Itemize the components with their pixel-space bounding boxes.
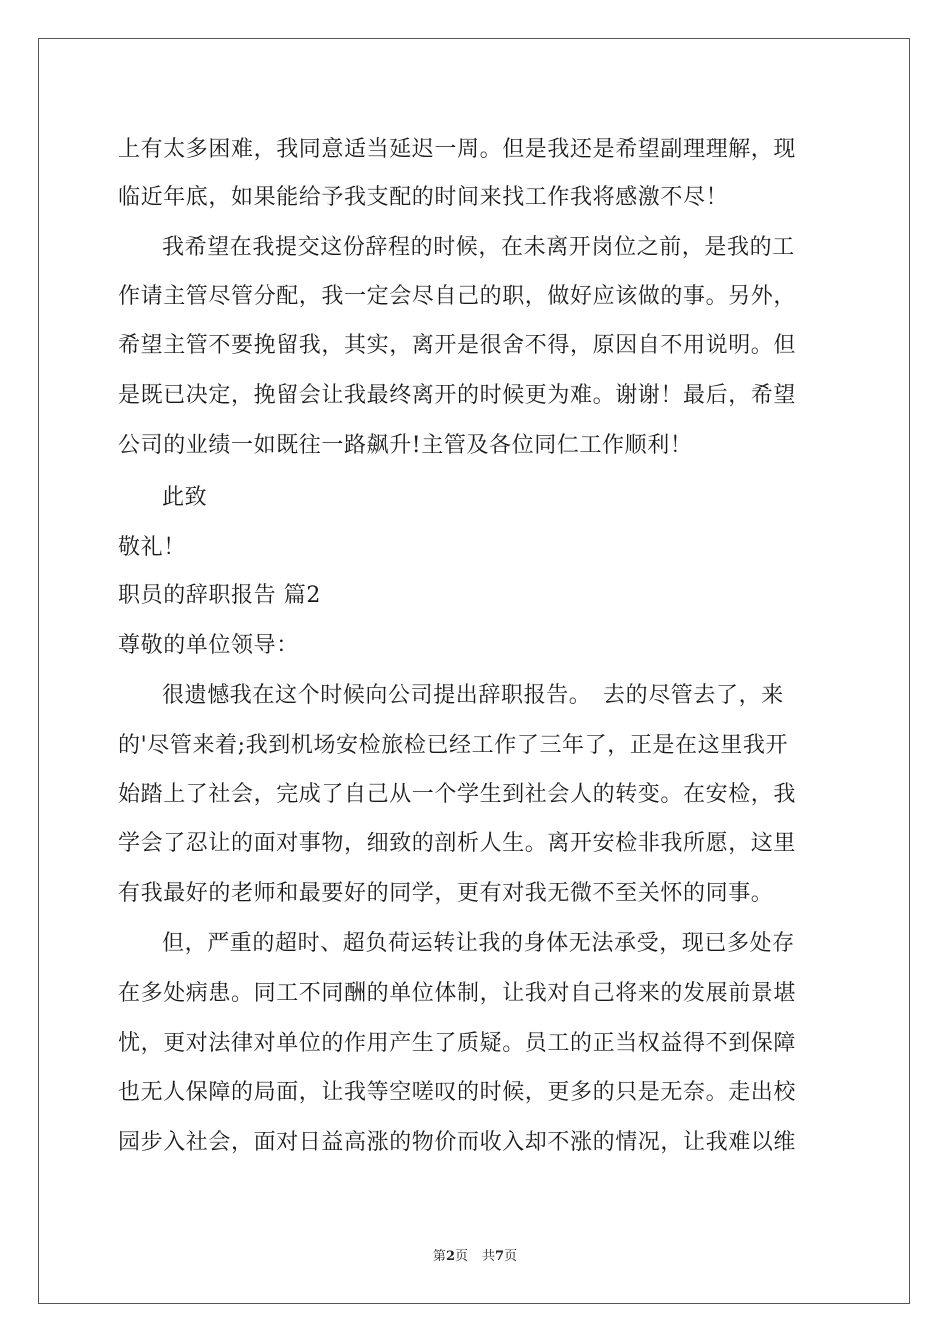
text-line: 但，严重的超时、超负荷运转让我的身体无法承受，现已多处存 xyxy=(162,931,795,956)
text-line: 公司的业绩一如既往一路飙升!主管及各位同仁工作顺利！ xyxy=(118,433,693,458)
text-line: 希望主管不要挽留我，其实，离开是很舍不得，原因自不用说明。但 xyxy=(118,333,797,358)
text-line: 作请主管尽管分配，我一定会尽自己的职，做好应该做的事。另外， xyxy=(118,284,797,309)
total-suffix: 页 xyxy=(504,1249,518,1264)
text-line: 也无人保障的局面，让我等空嗟叹的时候，更多的只是无奈。走出校 xyxy=(118,1080,797,1105)
total-prefix: 共 xyxy=(482,1249,496,1264)
text-line: 园步入社会，面对日益高涨的物价而收入却不涨的情况，让我难以维 xyxy=(118,1130,797,1155)
page-border xyxy=(38,38,910,1304)
closing-line: 此致 xyxy=(162,485,208,510)
text-line: 在多处病患。同工不同酬的单位体制，让我对自己将来的发展前景堪 xyxy=(118,981,797,1006)
text-line: 很遗憾我在这个时候向公司提出辞职报告。 去的尽管去了，来 xyxy=(162,683,784,708)
page-footer xyxy=(0,1245,950,1264)
text-line: 上有太多困难，我同意适当延迟一周。但是我还是希望副理理解，现 xyxy=(118,137,797,162)
greeting-line: 尊敬的单位领导： xyxy=(118,633,299,658)
total-page-number: 7 xyxy=(495,1249,505,1264)
salutation-line: 敬礼！ xyxy=(118,535,186,560)
text-line: 是既已决定，挽留会让我最终离开的时候更为难。谢谢！最后，希望 xyxy=(118,383,797,408)
text-line: 有我最好的老师和最要好的同学，更有对我无微不至关怀的同事。 xyxy=(118,881,774,906)
text-line: 始踏上了社会，完成了自己从一个学生到社会人的转变。在安检，我 xyxy=(118,782,797,807)
text-line: 学会了忍让的面对事物，细致的剖析人生。离开安检非我所愿，这里 xyxy=(118,831,797,856)
page-suffix: 页 xyxy=(454,1249,468,1264)
text-line: 忧，更对法律对单位的作用产生了质疑。员工的正当权益得不到保障 xyxy=(118,1031,797,1056)
text-line: 临近年底，如果能给予我支配的时间来找工作我将感激不尽！ xyxy=(118,185,729,210)
text-line: 的'尽管来着;我到机场安检旅检已经工作了三年了，正是在这里我开 xyxy=(118,733,789,758)
text-line: 我希望在我提交这份辞程的时候，在未离开岗位之前，是我的工 xyxy=(162,235,795,260)
current-page-number: 2 xyxy=(445,1249,455,1264)
page-prefix: 第 xyxy=(432,1249,446,1264)
section-heading: 职员的辞职报告 篇2 xyxy=(118,583,321,608)
